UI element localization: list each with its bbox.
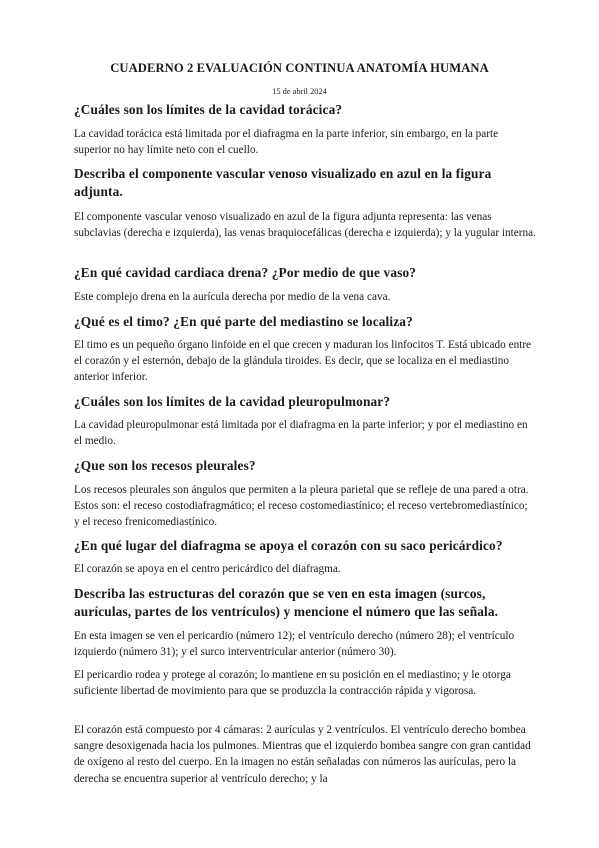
answer-paragraph: El corazón se apoya en el centro pericárdico del diafragma. — [74, 563, 341, 575]
question-heading: ¿En qué lugar del diafragma se apoya el corazón con su saco pericárdico? — [74, 538, 503, 553]
answer-paragraph: El timo es un pequeño órgano linfoide en el que crecen y maduran los linfocitos T. Está ubicado entre el corazón y el esternón, debajo de la glándula tiroides. Es decir, que se localiza en el mediastino anterior inferior. — [74, 339, 532, 384]
question-heading: ¿Qué es el timo? ¿En qué parte del mediastino se localiza? — [74, 314, 413, 329]
question-heading: Describa las estructuras del corazón que se ven en esta imagen (surcos, aurículas, partes de los ventrículos) y mencione el número que las señala. — [74, 586, 499, 619]
question-heading: Describa el componente vascular venoso visualizado en azul en la figura adjunta. — [74, 166, 492, 199]
answer-paragraph: La cavidad torácica está limitada por el diafragma en la parte inferior, sin embargo, en la parte superior no hay límite neto con el cuello. — [74, 128, 499, 157]
question-heading: ¿Que son los recesos pleurales? — [74, 458, 256, 473]
question-heading: ¿Cuáles son los límites de la cavidad pleuropulmonar? — [74, 394, 391, 409]
answer-paragraph: El pericardio rodea y protege al corazón; lo mantiene en su posición en el mediastino; y le otorga suficiente libertad de movimiento para que se produzcla la contracción rápida y vigorosa. — [74, 669, 511, 698]
answer-paragraph: En esta imagen se ven el pericardio (número 12); el ventrículo derecho (número 28); el ventrículo izquierdo (número 31); y el surco interventricular anterior (número 30). — [74, 630, 515, 659]
answer-paragraph: Este complejo drena en la aurícula derecha por medio de la vena cava. — [74, 291, 391, 303]
answer-paragraph: El componente vascular venoso visualizado en azul de la figura adjunta representa: las venas subclavias (derecha e izquierda), las venas braquiocefálicas (derecha e izquierda); y la yugular interna. — [74, 211, 536, 240]
document-date: 15 de abril 2024 — [272, 87, 327, 96]
question-heading: ¿En qué cavidad cardiaca drena? ¿Por medio de que vaso? — [74, 265, 417, 280]
answer-paragraph: La cavidad pleuropulmonar está limitada por el diafragma en la parte inferior; y por el mediastino en el medio. — [74, 419, 528, 448]
answer-paragraph: Los recesos pleurales son ángulos que permiten a la pleura parietal que se refleje de una pared a otra. Estos son: el receso costodiafragmático; el receso costomediastínico; el receso vertebromediastínico; y el receso frenicomediastínico. — [74, 484, 529, 529]
answer-paragraph: El corazón está compuesto por 4 cámaras: 2 aurículas y 2 ventrículos. El ventrículo derecho bombea sangre desoxigenada hacia los pulmones. Mientras que el izquierdo bombea sangre con gran cantidad de oxígeno al resto del cuerpo. En la imagen no están señaladas con números las aurículas, pero la derecha se encuentra superior al ventrículo derecho; y la — [74, 724, 531, 785]
document-title: CUADERNO 2 EVALUACIÓN CONTINUA ANATOMÍA HUMANA — [110, 61, 489, 75]
question-heading: ¿Cuáles son los límites de la cavidad torácica? — [74, 102, 343, 117]
